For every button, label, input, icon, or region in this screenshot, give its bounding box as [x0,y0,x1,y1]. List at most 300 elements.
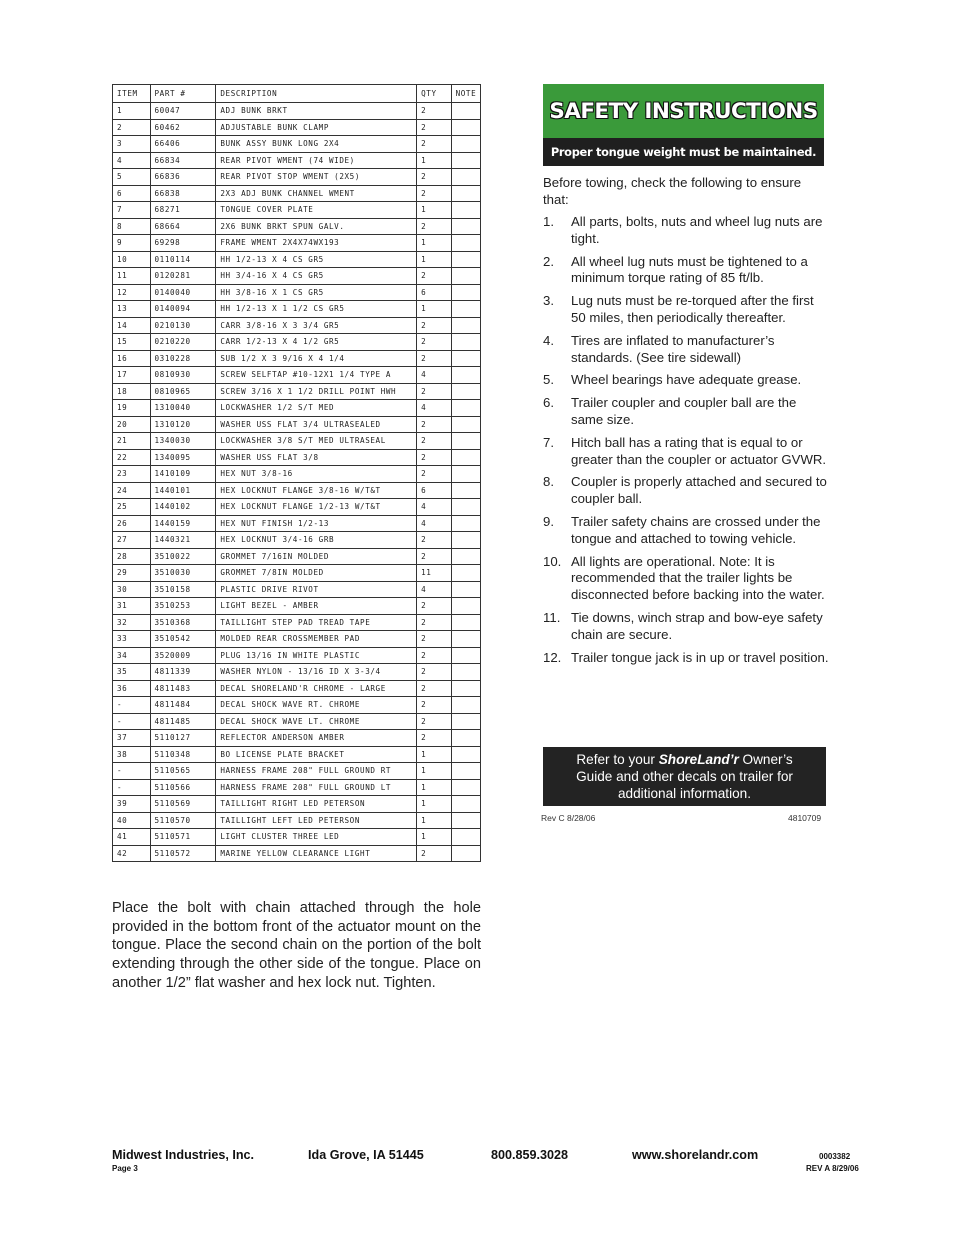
cell-qty: 2 [417,185,451,202]
cell-qty: 2 [417,119,451,136]
table-row [113,598,481,615]
cell-note [451,763,480,780]
cell-part: 1440101 [150,482,216,499]
cell-item: 4 [113,152,151,169]
cell-qty: 1 [417,301,451,318]
column-header-qty: QTY [417,85,451,103]
footer-page-number: Page 3 [112,1164,138,1173]
cell-qty: 1 [417,746,451,763]
cell-part: 4811339 [150,664,216,681]
list-item [543,554,831,604]
cell-item: 5 [113,169,151,186]
cell-note [451,598,480,615]
cell-note [451,614,480,631]
refer-text-after: Owner’s [738,752,793,767]
cell-part: 4811484 [150,697,216,714]
table-row [113,466,481,483]
cell-item: 42 [113,845,151,862]
cell-item: 26 [113,515,151,532]
cell-description: 2X3 ADJ BUNK CHANNEL WMENT [216,185,417,202]
safety-doc-number: 4810709 [788,813,822,823]
footer-city: Ida Grove, IA 51445 [308,1148,424,1162]
list-item-number: 2. [543,253,554,269]
cell-item: 21 [113,433,151,450]
cell-item: 37 [113,730,151,747]
cell-item: 39 [113,796,151,813]
cell-note [451,713,480,730]
cell-part: 0210130 [150,317,216,334]
cell-note [451,284,480,301]
list-item-number: 5. [543,372,554,388]
cell-item: 29 [113,565,151,582]
list-item [543,474,831,508]
cell-part: 3510253 [150,598,216,615]
cell-item: - [113,713,151,730]
cell-note [451,119,480,136]
cell-note [451,416,480,433]
table-row [113,202,481,219]
cell-qty: 2 [417,598,451,615]
cell-note [451,350,480,367]
cell-part: 4811485 [150,713,216,730]
table-row [113,482,481,499]
cell-qty: 4 [417,400,451,417]
cell-note [451,103,480,120]
cell-qty: 2 [417,136,451,153]
table-row [113,697,481,714]
list-item [543,435,831,469]
cell-note [451,466,480,483]
cell-qty: 6 [417,284,451,301]
cell-note [451,647,480,664]
table-row [113,268,481,285]
cell-description: SCREW SELFTAP #10-12X1 1/4 TYPE A [216,367,417,384]
cell-note [451,400,480,417]
table-row [113,631,481,648]
list-item [543,214,831,248]
cell-description: MARINE YELLOW CLEARANCE LIGHT [216,845,417,862]
cell-qty: 1 [417,796,451,813]
cell-item: 9 [113,235,151,252]
cell-note [451,449,480,466]
cell-qty: 2 [417,713,451,730]
cell-description: GROMMET 7/16IN MOLDED [216,548,417,565]
cell-part: 0310228 [150,350,216,367]
cell-description: 2X6 BUNK BRKT SPUN GALV. [216,218,417,235]
cell-qty: 4 [417,367,451,384]
cell-item: 36 [113,680,151,697]
cell-item: 41 [113,829,151,846]
cell-qty: 1 [417,251,451,268]
cell-description: WASHER NYLON - 13/16 ID X 3-3/4 [216,664,417,681]
table-row [113,218,481,235]
list-item-number: 11. [543,609,561,625]
cell-item: 27 [113,532,151,549]
cell-description: LIGHT CLUSTER THREE LED [216,829,417,846]
cell-qty: 11 [417,565,451,582]
refer-line-2: Guide and other decals on trailer for [576,769,793,784]
footer-doc-code: 0003382 [819,1152,851,1161]
cell-part: 1310040 [150,400,216,417]
cell-item: 14 [113,317,151,334]
table-row [113,746,481,763]
table-row [113,433,481,450]
cell-description: PLASTIC DRIVE RIVOT [216,581,417,598]
cell-part: 68664 [150,218,216,235]
cell-description: LOCKWASHER 3/8 S/T MED ULTRASEAL [216,433,417,450]
list-item-text: Tie downs, winch strap and bow-eye safety chain are secure. [571,609,823,642]
list-item [543,372,831,389]
table-row [113,713,481,730]
cell-part: 5110565 [150,763,216,780]
cell-description: ADJ BUNK BRKT [216,103,417,120]
cell-description: WASHER USS FLAT 3/8 [216,449,417,466]
cell-part: 69298 [150,235,216,252]
cell-description: HARNESS FRAME 208" FULL GROUND RT [216,763,417,780]
cell-item: 12 [113,284,151,301]
cell-qty: 2 [417,416,451,433]
list-item-text: Trailer coupler and coupler ball are the same size. [571,395,797,427]
cell-description: HEX LOCKNUT 3/4-16 GRB [216,532,417,549]
cell-part: 1340095 [150,449,216,466]
cell-part: 3510542 [150,631,216,648]
refer-text-before: Refer to your [576,752,659,767]
cell-part: 1410109 [150,466,216,483]
cell-part: 1340030 [150,433,216,450]
cell-qty: 2 [417,697,451,714]
cell-part: 66836 [150,169,216,186]
cell-description: REFLECTOR ANDERSON AMBER [216,730,417,747]
cell-note [451,218,480,235]
cell-note [451,383,480,400]
cell-qty: 2 [417,268,451,285]
list-item-text: Lug nuts must be re-torqued after the first 50 miles, then periodically thereafter. [571,293,814,325]
cell-part: 5110570 [150,812,216,829]
cell-description: HEX LOCKNUT FLANGE 1/2-13 W/T&T [216,499,417,516]
cell-note [451,334,480,351]
table-row [113,317,481,334]
table-row [113,664,481,681]
cell-note [451,235,480,252]
cell-qty: 4 [417,499,451,516]
table-row [113,136,481,153]
cell-description: WASHER USS FLAT 3/4 ULTRASEALED [216,416,417,433]
cell-part: 68271 [150,202,216,219]
cell-qty: 2 [417,664,451,681]
table-row [113,400,481,417]
table-row [113,119,481,136]
cell-qty: 2 [417,680,451,697]
cell-note [451,499,480,516]
column-header-note: NOTE [451,85,480,103]
cell-description: DECAL SHOCK WAVE RT. CHROME [216,697,417,714]
table-row [113,614,481,631]
cell-item: 28 [113,548,151,565]
cell-part: 0210220 [150,334,216,351]
cell-item: 38 [113,746,151,763]
list-item-number: 12. [543,649,562,665]
cell-note [451,433,480,450]
cell-description: SCREW 3/16 X 1 1/2 DRILL POINT HWH [216,383,417,400]
table-row [113,581,481,598]
table-row [113,185,481,202]
cell-part: 66838 [150,185,216,202]
cell-description: ADJUSTABLE BUNK CLAMP [216,119,417,136]
cell-description: BUNK ASSY BUNK LONG 2X4 [216,136,417,153]
table-row [113,730,481,747]
cell-part: 1440102 [150,499,216,516]
cell-description: HH 1/2-13 X 1 1/2 CS GR5 [216,301,417,318]
cell-part: 1440321 [150,532,216,549]
column-header-item: ITEM [113,85,151,103]
cell-part: 0140040 [150,284,216,301]
cell-description: REAR PIVOT WMENT (74 WIDE) [216,152,417,169]
cell-description: PLUG 13/16 IN WHITE PLASTIC [216,647,417,664]
cell-part: 60462 [150,119,216,136]
cell-description: HEX LOCKNUT FLANGE 3/8-16 W/T&T [216,482,417,499]
cell-qty: 4 [417,581,451,598]
table-row [113,532,481,549]
cell-qty: 2 [417,845,451,862]
table-row [113,284,481,301]
cell-item: 13 [113,301,151,318]
cell-note [451,515,480,532]
cell-note [451,680,480,697]
list-item-text: Trailer safety chains are crossed under the tongue and attached to towing vehicle. [571,513,821,546]
cell-part: 3520009 [150,647,216,664]
cell-description: HEX NUT FINISH 1/2-13 [216,515,417,532]
cell-note [451,185,480,202]
list-item [543,395,831,429]
cell-qty: 2 [417,218,451,235]
cell-part: 1440159 [150,515,216,532]
table-row [113,499,481,516]
table-row [113,367,481,384]
cell-part: 0140094 [150,301,216,318]
cell-qty: 1 [417,763,451,780]
cell-note [451,845,480,862]
cell-item: 8 [113,218,151,235]
cell-note [451,268,480,285]
cell-note [451,136,480,153]
cell-qty: 2 [417,548,451,565]
cell-description: SUB 1/2 X 3 9/16 X 4 1/4 [216,350,417,367]
table-row [113,812,481,829]
cell-item: 2 [113,119,151,136]
cell-item: - [113,763,151,780]
list-item-text: Coupler is properly attached and secured to coupler ball. [571,474,827,507]
cell-part: 5110348 [150,746,216,763]
cell-item: 33 [113,631,151,648]
cell-note [451,301,480,318]
cell-qty: 1 [417,202,451,219]
table-row [113,350,481,367]
cell-item: - [113,697,151,714]
brand-name: ShoreLand’r [658,752,739,767]
cell-description: DECAL SHOCK WAVE LT. CHROME [216,713,417,730]
cell-part: 60047 [150,103,216,120]
refer-line-3: additional information. [618,786,751,801]
safety-checklist [543,214,831,672]
column-header-description: DESCRIPTION [216,85,417,103]
cell-qty: 2 [417,383,451,400]
footer-phone: 800.859.3028 [491,1148,569,1162]
list-item [543,514,831,548]
cell-qty: 2 [417,730,451,747]
list-item-text: Trailer tongue jack is in up or travel position. [571,649,829,665]
footer-website: www.shorelandr.com [632,1148,759,1162]
cell-item: - [113,779,151,796]
cell-description: LIGHT BEZEL - AMBER [216,598,417,615]
cell-qty: 6 [417,482,451,499]
cell-description: HH 3/4-16 X 4 CS GR5 [216,268,417,285]
cell-part: 3510368 [150,614,216,631]
list-item-number: 4. [543,332,554,348]
cell-part: 5110569 [150,796,216,813]
cell-item: 1 [113,103,151,120]
cell-note [451,631,480,648]
cell-description: HH 1/2-13 X 4 CS GR5 [216,251,417,268]
footer-revision: REV A 8/29/06 [806,1164,859,1173]
cell-description: GROMMET 7/8IN MOLDED [216,565,417,582]
table-row [113,680,481,697]
cell-note [451,482,480,499]
cell-qty: 2 [417,449,451,466]
cell-item: 16 [113,350,151,367]
table-row [113,416,481,433]
cell-note [451,812,480,829]
cell-description: LOCKWASHER 1/2 S/T MED [216,400,417,417]
list-item-number: 9. [543,513,554,529]
list-item [543,293,831,327]
cell-qty: 1 [417,812,451,829]
footer-company: Midwest Industries, Inc. [112,1148,255,1162]
table-row [113,235,481,252]
safety-title: SAFETY INSTRUCTIONS [549,98,818,124]
cell-note [451,697,480,714]
cell-item: 23 [113,466,151,483]
cell-item: 22 [113,449,151,466]
cell-part: 0120281 [150,268,216,285]
cell-qty: 2 [417,647,451,664]
table-row [113,383,481,400]
parts-table [112,84,481,862]
cell-item: 32 [113,614,151,631]
cell-part: 5110566 [150,779,216,796]
cell-part: 0110114 [150,251,216,268]
table-row [113,548,481,565]
table-row [113,779,481,796]
list-item-text: All wheel lug nuts must be tightened to a minimum torque rating of 85 ft/lb. [571,253,808,286]
cell-part: 0810965 [150,383,216,400]
safety-subtitle: Proper tongue weight must be maintained. [550,145,817,159]
cell-qty: 2 [417,532,451,549]
table-row [113,301,481,318]
cell-item: 10 [113,251,151,268]
cell-qty: 1 [417,152,451,169]
cell-qty: 2 [417,614,451,631]
table-row [113,845,481,862]
table-row [113,763,481,780]
table-row [113,515,481,532]
cell-note [451,367,480,384]
safety-subtitle-bar [543,138,824,166]
cell-part: 66834 [150,152,216,169]
cell-qty: 2 [417,103,451,120]
cell-description: MOLDED REAR CROSSMEMBER PAD [216,631,417,648]
table-row [113,565,481,582]
table-row [113,334,481,351]
cell-qty: 2 [417,350,451,367]
list-item-text: Wheel bearings have adequate grease. [571,372,802,388]
cell-part: 5110571 [150,829,216,846]
list-item [543,333,831,367]
cell-description: HH 3/8-16 X 1 CS GR5 [216,284,417,301]
cell-part: 66406 [150,136,216,153]
list-item-number: 8. [543,474,554,490]
cell-item: 18 [113,383,151,400]
list-item-number: 6. [543,395,554,411]
list-item [543,650,831,667]
table-row [113,169,481,186]
cell-description: TAILLIGHT STEP PAD TREAD TAPE [216,614,417,631]
parts-table-body [113,103,481,862]
cell-qty: 1 [417,235,451,252]
column-header-part: PART # [150,85,216,103]
cell-qty: 4 [417,515,451,532]
list-item-number: 7. [543,434,554,450]
cell-item: 6 [113,185,151,202]
list-item [543,254,831,288]
cell-description: HEX NUT 3/8-16 [216,466,417,483]
cell-part: 0810930 [150,367,216,384]
cell-item: 20 [113,416,151,433]
cell-qty: 2 [417,466,451,483]
list-item-text: Tires are inflated to manufacturer’s standards. (See tire sidewall) [571,332,775,365]
cell-note [451,730,480,747]
cell-note [451,796,480,813]
cell-item: 34 [113,647,151,664]
refer-owners-guide-box [543,747,826,806]
cell-part: 3510030 [150,565,216,582]
table-row [113,829,481,846]
cell-part: 1310120 [150,416,216,433]
table-row [113,796,481,813]
cell-description: DECAL SHORELAND'R CHROME - LARGE [216,680,417,697]
cell-item: 15 [113,334,151,351]
cell-note [451,548,480,565]
cell-description: HARNESS FRAME 208" FULL GROUND LT [216,779,417,796]
cell-note [451,169,480,186]
cell-qty: 2 [417,334,451,351]
cell-qty: 1 [417,779,451,796]
safety-intro: Before towing, check the following to ensure that: [543,175,802,207]
cell-description: REAR PIVOT STOP WMENT (2X5) [216,169,417,186]
cell-part: 3510158 [150,581,216,598]
cell-note [451,746,480,763]
cell-item: 40 [113,812,151,829]
list-item-text: All parts, bolts, nuts and wheel lug nuts are tight. [571,214,823,246]
cell-item: 30 [113,581,151,598]
cell-item: 7 [113,202,151,219]
cell-note [451,581,480,598]
cell-note [451,152,480,169]
table-row [113,103,481,120]
cell-qty: 2 [417,169,451,186]
cell-qty: 2 [417,631,451,648]
cell-description: CARR 3/8-16 X 3 3/4 GR5 [216,317,417,334]
table-row [113,152,481,169]
